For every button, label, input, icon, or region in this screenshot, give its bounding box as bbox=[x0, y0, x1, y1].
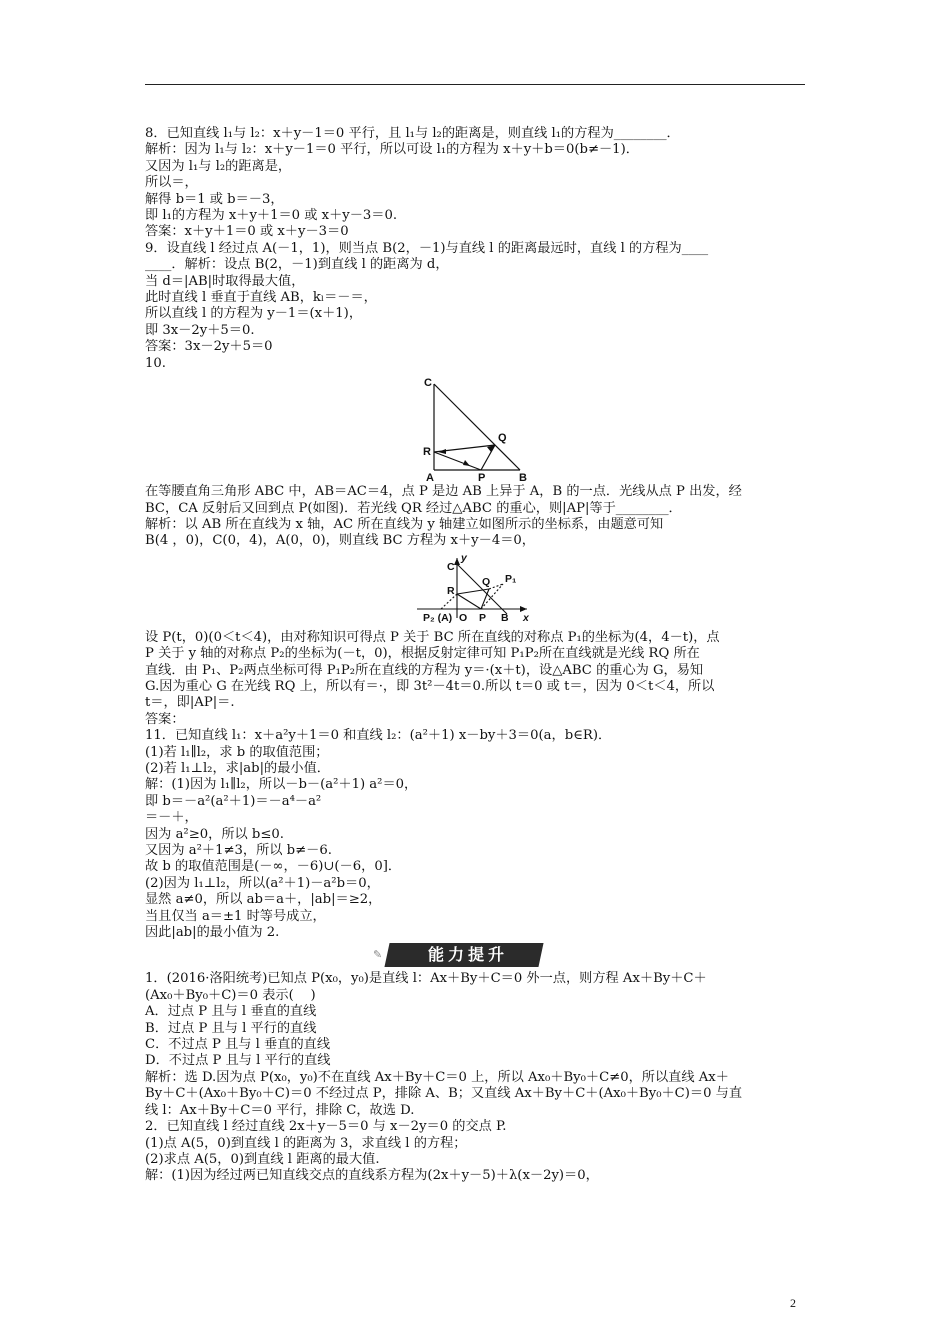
text-line: 又因为 a²＋1≠3，所以 b≠－6. bbox=[145, 843, 332, 858]
text-line: 即 b＝－a²(a²＋1)＝－a⁴－a² bbox=[145, 793, 322, 809]
triangle-figure-svg bbox=[145, 374, 807, 482]
text-line: 解：(1)因为 l₁∥l₂，所以－b－(a²＋1) a²＝0， bbox=[145, 777, 418, 793]
text-line: D．不过点 P 且与 l 平行的直线 bbox=[145, 1053, 331, 1069]
text-line: By＋C＋(Ax₀＋By₀＋C)＝0 不经过点 P，排除 A、B；又直线 Ax＋By＋C＋(Ax₀＋By₀＋C)＝0 与直 bbox=[145, 1086, 743, 1102]
text-line: 解：(1)因为经过两已知直线交点的直线系方程为(2x＋y－5)＋λ(x－2y)＝0， bbox=[145, 1168, 599, 1184]
banner-title: 能力提升 bbox=[427, 945, 508, 965]
label-o: O bbox=[459, 611, 468, 624]
text-line: P 关于 y 轴的对称点 P₂的坐标为(－t，0)，根据反射定律可知 P₁P₂所在直线就是光线 RQ 所在 bbox=[145, 646, 700, 662]
text-line: (2)求点 A(5，0)到直线 l 距离的最大值. bbox=[145, 1151, 380, 1167]
text-line: (1)若 l₁∥l₂，求 b 的取值范围； bbox=[145, 744, 329, 760]
coordinate-figure-svg bbox=[145, 552, 807, 628]
text-line: 9．设直线 l 经过点 A(－1，1)，则当点 B(2，－1)与直线 l 的距离最远时，直线 l 的方程为____ bbox=[145, 240, 709, 256]
text-line: 答案： bbox=[145, 711, 185, 727]
text-line: (2)因为 l₁⊥l₂，所以(a²＋1)－a²b＝0， bbox=[145, 875, 380, 891]
text-line: 答案：x＋y＋1＝0 或 x＋y－3＝0 bbox=[145, 224, 349, 240]
text-line: 线 l：Ax＋By＋C＝0 平行，排除 C，故选 D. bbox=[145, 1102, 415, 1118]
label-c: C bbox=[447, 560, 455, 573]
label-r: R bbox=[447, 584, 455, 597]
text-line: 设 P(t，0)(0＜t＜4)，由对称知识可得点 P 关于 BC 所在直线的对称点 P₁的坐标为(4，4－t)，点 bbox=[145, 629, 720, 645]
text-line: 即 3x－2y＋5＝0. bbox=[145, 322, 255, 338]
text-line: 即 l₁的方程为 x＋y＋1＝0 或 x＋y－3＝0. bbox=[145, 208, 398, 224]
text-line: C．不过点 P 且与 l 垂直的直线 bbox=[145, 1037, 331, 1053]
text-line: BC，CA 反射后又回到点 P(如图)．若光线 QR 经过△ABC 的重心，则|AP|等于________． bbox=[145, 500, 682, 516]
text-line: (2)若 l₁⊥l₂，求|ab|的最小值． bbox=[145, 760, 330, 776]
text-line: 答案：3x－2y＋5＝0 bbox=[145, 339, 273, 355]
page-number: 2 bbox=[790, 1296, 796, 1310]
document-body bbox=[145, 126, 807, 1185]
text-line: 解析：选 D.因为点 P(x₀，y₀)不在直线 Ax＋By＋C＝0 上，所以 Ax₀＋By₀＋C≠0，所以直线 Ax＋ bbox=[145, 1069, 729, 1085]
label-p1: P₁ bbox=[505, 572, 517, 585]
text-line: 10. bbox=[145, 355, 166, 371]
text-line: ____．解析：设点 B(2，－1)到直线 l 的距离为 d， bbox=[145, 257, 449, 273]
ability-section-text bbox=[145, 971, 807, 1184]
text-line: 解得 b＝1 或 b＝－3， bbox=[145, 191, 284, 207]
text-line: B．过点 P 且与 l 平行的直线 bbox=[145, 1020, 317, 1036]
text-line: G.因为重心 G 在光线 RQ 上，所以有＝·，即 3t²－4t＝0.所以 t＝0 或 t＝，因为 0＜t＜4，所以 bbox=[145, 678, 715, 694]
text-line: 所以直线 l 的方程为 y－1＝(x＋1)， bbox=[145, 306, 363, 322]
label-p: P bbox=[478, 472, 486, 483]
text-line: 2．已知直线 l 经过直线 2x＋y－5＝0 与 x－2y＝0 的交点 P. bbox=[145, 1119, 507, 1135]
text-line: 故 b 的取值范围是(－∞，－6)∪(－6，0]． bbox=[145, 859, 402, 875]
triangle-reflection-figure bbox=[145, 374, 807, 482]
text-line: 所以＝， bbox=[145, 175, 198, 191]
problem-10-statement bbox=[145, 484, 807, 550]
text-line: t＝，即|AP|＝. bbox=[145, 695, 235, 711]
header-rule bbox=[145, 84, 805, 85]
text-line: 解析：因为 l₁与 l₂：x＋y－1＝0 平行，所以可设 l₁的方程为 x＋y＋b＝0(b≠－1)． bbox=[145, 142, 639, 158]
label-p: P bbox=[479, 611, 487, 624]
label-q: Q bbox=[482, 575, 491, 588]
label-b: B bbox=[519, 472, 527, 483]
text-line: 1．(2016·洛阳统考)已知点 P(x₀，y₀)是直线 l：Ax＋By＋C＝0 外一点，则方程 Ax＋By＋C＋ bbox=[145, 971, 707, 987]
label-r: R bbox=[423, 446, 431, 459]
label-b: B bbox=[501, 611, 509, 624]
text-line: 8．已知直线 l₁与 l₂：x＋y－1＝0 平行，且 l₁与 l₂的距离是，则直线 l₁的方程为________． bbox=[145, 126, 680, 141]
text-line: (1)点 A(5，0)到直线 l 的距离为 3，求直线 l 的方程； bbox=[145, 1135, 467, 1151]
text-line: 解析：以 AB 所在直线为 x 轴，AC 所在直线为 y 轴建立如图所示的坐标系，由题意可知 bbox=[145, 516, 664, 532]
label-a: A bbox=[426, 472, 434, 483]
label-y: y bbox=[461, 551, 467, 564]
text-line: 11．已知直线 l₁：x＋a²y＋1＝0 和直线 l₂：(a²＋1) x－by＋3＝0(a，b∈R)． bbox=[145, 728, 612, 744]
text-line: 又因为 l₁与 l₂的距离是， bbox=[145, 158, 292, 174]
problems-10-solution-and-11 bbox=[145, 630, 807, 942]
text-line: B(4 ，0)，C(0，4)，A(0，0)，则直线 BC 方程为 x＋y－4＝0， bbox=[145, 533, 535, 549]
label-c: C bbox=[424, 377, 432, 390]
text-line: ＝－＋， bbox=[145, 810, 198, 826]
text-line: 因此|ab|的最小值为 2. bbox=[145, 925, 280, 941]
text-line: 显然 a≠0，所以 ab＝a＋，|ab|＝≥2， bbox=[145, 892, 382, 908]
section-banner bbox=[145, 943, 807, 969]
text-line: 当 d＝|AB|时取得最大值， bbox=[145, 273, 305, 289]
banner-decoration-icon: ✎ bbox=[373, 948, 383, 962]
label-p2-a: P₂ (A) bbox=[423, 611, 453, 624]
text-line: 直线．由 P₁、P₂两点坐标可得 P₁P₂所在直线的方程为 y＝·(x＋t)，设△ABC 的重心为 G，易知 bbox=[145, 662, 704, 678]
coordinate-reflection-figure bbox=[145, 552, 807, 628]
text-line: 因为 a²≥0，所以 b≤0. bbox=[145, 826, 284, 842]
label-q: Q bbox=[498, 432, 507, 445]
text-line: (Ax₀＋By₀＋C)＝0 表示( ) bbox=[145, 987, 316, 1003]
text-line: 此时直线 l 垂直于直线 AB，kₗ＝－＝， bbox=[145, 290, 377, 306]
text-line: 在等腰直角三角形 ABC 中，AB＝AC＝4，点 P 是边 AB 上异于 A，B 的一点．光线从点 P 出发，经 bbox=[145, 484, 742, 500]
text-line: 当且仅当 a＝±1 时等号成立， bbox=[145, 908, 326, 924]
problems-8-to-10-text bbox=[145, 126, 807, 372]
text-line: A．过点 P 且与 l 垂直的直线 bbox=[145, 1004, 317, 1020]
label-x: x bbox=[523, 611, 529, 624]
